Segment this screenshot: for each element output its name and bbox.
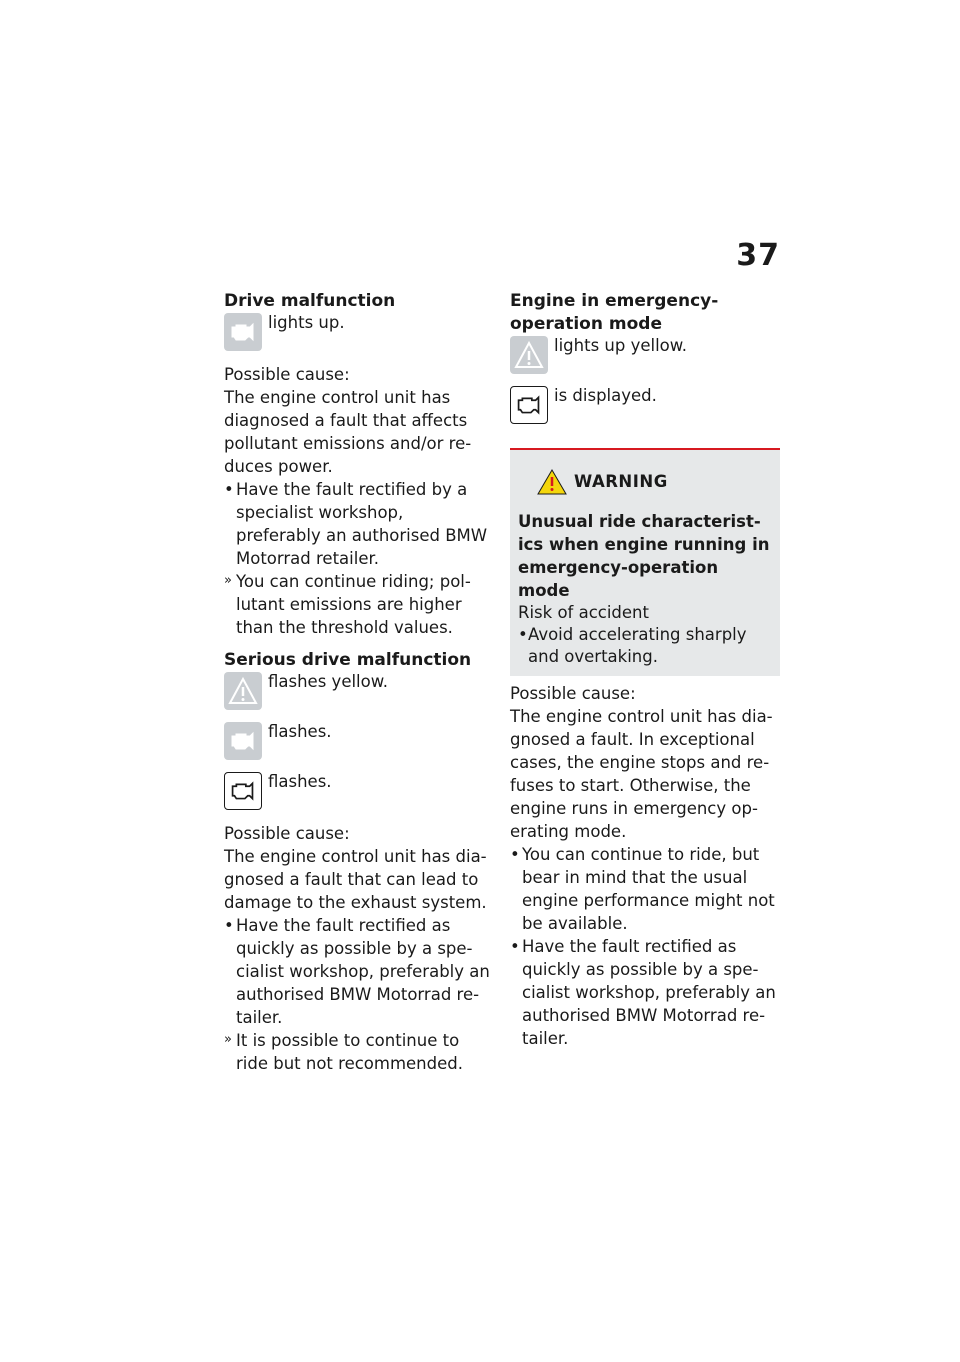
bullet-text: Have the fault rectified by a specialist workshop, preferably an authorised BMW Motorrad retailer. bbox=[236, 480, 488, 568]
bullet-text: Have the fault rectified as quickly as possible by a spe-cialist workshop, preferably an authorised BMW Motorrad re-tailer. bbox=[236, 916, 490, 1027]
bullet-item bbox=[510, 935, 780, 1050]
engine-display-icon-row bbox=[224, 772, 492, 822]
result-item bbox=[224, 1029, 492, 1075]
warning-bullet-text: Avoid accelerating sharply and overtaking. bbox=[528, 625, 747, 666]
engine-warning-icon bbox=[224, 313, 262, 351]
drive-malfunction-heading: Drive malfunction bbox=[224, 291, 396, 311]
warning-triangle-icon bbox=[536, 468, 568, 496]
cause-text: The engine control unit has diagnosed a fault that affects pollutant emissions and/or re-duces power. bbox=[224, 388, 472, 476]
engine-display-icon-row bbox=[510, 386, 780, 436]
result-text: It is possible to continue to ride but not recommended. bbox=[236, 1031, 463, 1073]
warning-subtitle: Unusual ride characterist-ics when engine running in emergency-operation mode bbox=[518, 512, 770, 600]
warning-bullet bbox=[518, 624, 772, 668]
warning-triangle-icon bbox=[510, 336, 548, 374]
bullet-text: You can continue to ride, but bear in mind that the usual engine performance might not be available. bbox=[522, 845, 775, 933]
engine-display-icon bbox=[510, 386, 548, 424]
result-item bbox=[224, 570, 492, 639]
page-number: 37 bbox=[736, 238, 780, 273]
result-text: You can continue riding; pol-lutant emissions are higher than the threshold values. bbox=[236, 572, 471, 637]
bullet-item bbox=[224, 478, 492, 570]
bullet-mark: • bbox=[224, 480, 234, 499]
warning-triangle-label: lights up yellow. bbox=[554, 336, 687, 355]
bullet-text: Have the fault rectified as quickly as possible by a spe-cialist workshop, preferably an authorised BMW Motorrad re-tailer. bbox=[522, 937, 776, 1048]
engine-display-label: flashes. bbox=[268, 772, 332, 791]
warning-title: WARNING bbox=[574, 472, 668, 491]
bullet-mark: • bbox=[510, 845, 520, 864]
warning-box bbox=[510, 448, 780, 676]
left-column bbox=[224, 290, 492, 1075]
cause-label: Possible cause: bbox=[224, 824, 350, 843]
serious-malfunction-heading: Serious drive malfunction bbox=[224, 650, 472, 670]
warning-triangle-icon-row bbox=[224, 672, 492, 722]
cause-label: Possible cause: bbox=[224, 365, 350, 384]
warning-risk: Risk of accident bbox=[518, 603, 649, 622]
engine-warning-icon bbox=[224, 722, 262, 760]
engine-icon-row bbox=[224, 313, 492, 363]
warning-triangle-icon bbox=[224, 672, 262, 710]
bullet-mark: • bbox=[224, 916, 234, 935]
cause-text: The engine control unit has dia-gnosed a fault. In exceptional cases, the engine stops and re-fuses to start. Otherwise, the engine runs in emergency op-erating mode. bbox=[510, 707, 773, 841]
warning-title-row bbox=[518, 468, 772, 500]
warning-triangle-label: flashes yellow. bbox=[268, 672, 388, 691]
cause-text: The engine control unit has dia-gnosed a fault that can lead to damage to the exhaust system. bbox=[224, 847, 487, 912]
result-mark: » bbox=[224, 573, 232, 588]
bullet-mark: • bbox=[510, 937, 520, 956]
engine-icon-row bbox=[224, 722, 492, 772]
warning-triangle-icon-row bbox=[510, 336, 780, 386]
emergency-mode-heading: Engine in emergency-operation mode bbox=[510, 291, 719, 334]
result-mark: » bbox=[224, 1032, 232, 1047]
engine-display-label: is displayed. bbox=[554, 386, 657, 405]
bullet-item bbox=[510, 843, 780, 935]
bullet-mark: • bbox=[518, 625, 528, 644]
cause-label: Possible cause: bbox=[510, 684, 636, 703]
engine-icon-label: lights up. bbox=[268, 313, 345, 332]
engine-display-icon bbox=[224, 772, 262, 810]
bullet-item bbox=[224, 914, 492, 1029]
engine-icon-label: flashes. bbox=[268, 722, 332, 741]
right-column bbox=[510, 290, 780, 1050]
